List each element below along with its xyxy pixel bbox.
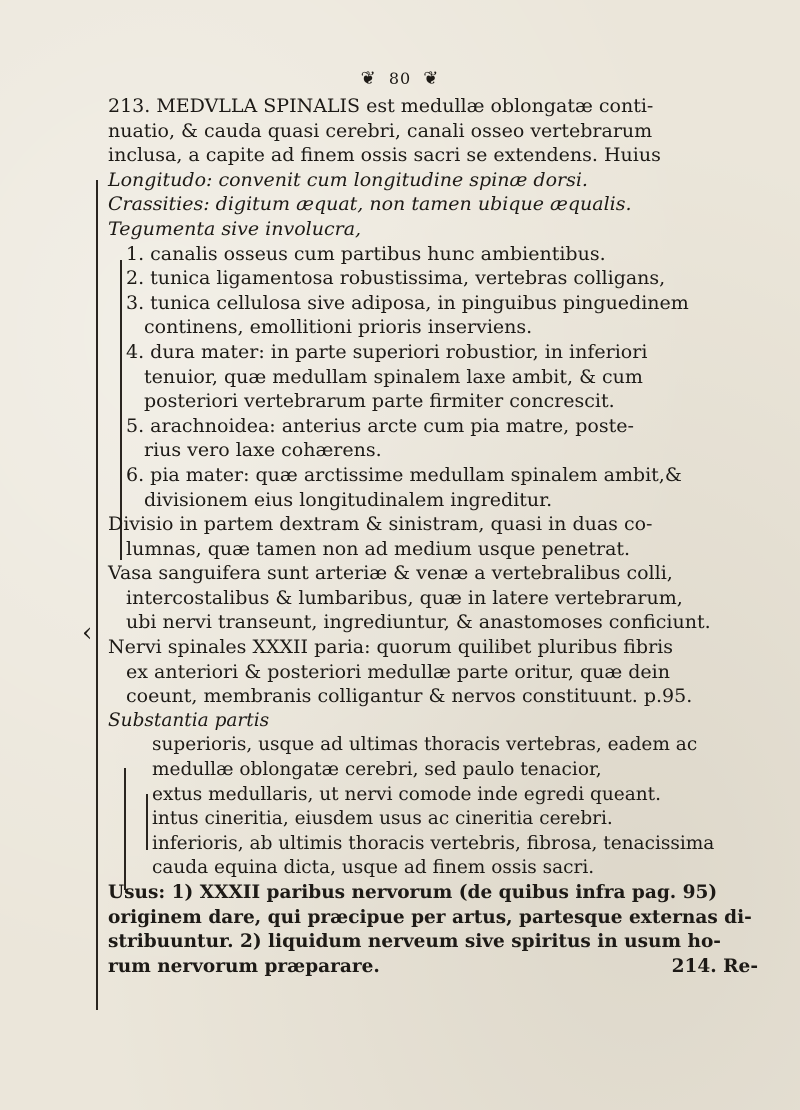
text-line: 6. pia mater: quæ arctissime medullam spinalem ambit,& (126, 463, 682, 486)
text-line: Tegumenta sive involucra, (108, 217, 362, 240)
text-line: 3. tunica cellulosa sive adiposa, in pinguibus pinguedinem (126, 291, 689, 314)
text-line: intus cineritia, eiusdem usus ac cineritia cerebri. (152, 808, 613, 830)
text-line: originem dare, qui præcipue per artus, partesque externas di- (108, 906, 752, 928)
text-line: medullæ oblongatæ cerebri, sed paulo tenacior, (152, 759, 602, 781)
text-line: rius vero laxe cohærens. (144, 439, 382, 462)
text-line: intercostalibus & lumbaribus, quæ in latere vertebrarum, (126, 586, 683, 609)
text-line: ex anteriori & posteriori medullæ parte oritur, quæ dein (126, 660, 670, 683)
text-line: extus medullaris, ut nervi comode inde egredi queant. (152, 783, 661, 805)
text-line: Substantia partis (108, 709, 270, 731)
text-line: 4. dura mater: in parte superiori robustior, in inferiori (126, 340, 648, 363)
text-line: continens, emollitioni prioris inserviens. (144, 316, 533, 339)
text-line: cauda equina dicta, usque ad finem ossis sacri. (152, 857, 595, 879)
text-line: superioris, usque ad ultimas thoracis vertebras, eadem ac (152, 734, 698, 756)
text-line: tenuior, quæ medullam spinalem laxe ambit, & cum (144, 365, 643, 388)
text-line: Crassities: digitum æquat, non tamen ubique æqualis. (108, 193, 632, 216)
text-line: Nervi spinales XXXII paria: quorum quilibet pluribus fibris (108, 636, 674, 659)
text-line: divisionem eius longitudinalem ingreditur. (144, 488, 553, 511)
text-line: Usus: 1) XXXII paribus nervorum (de quibus infra pag. 95) (108, 882, 718, 903)
text-line: posteriori vertebrarum parte firmiter concrescit. (144, 390, 615, 413)
ornament-left-icon: ❦ (360, 68, 377, 89)
catchword: 214. Re- (671, 955, 758, 977)
page-header (0, 68, 800, 89)
text-line-end: rum nervorum præparare. (108, 955, 380, 977)
text-line: Vasa sanguifera sunt arteriæ & venæ a vertebralibus colli, (108, 562, 673, 585)
text-line: lumnas, quæ tamen non ad medium usque penetrat. (126, 537, 631, 560)
text-line: Longitudo: convenit cum longitudine spinæ dorsi. (108, 168, 588, 191)
text-line: inclusa, a capite ad finem ossis sacri se extendens. Huius (108, 144, 661, 167)
text-line: ubi nervi transeunt, ingrediuntur, & anastomoses conficiunt. (126, 611, 711, 634)
text-line: 213. MEDVLLA SPINALIS est medullæ oblongatæ conti- (108, 95, 654, 117)
text-line: 5. arachnoidea: anterius arcte cum pia matre, poste- (126, 414, 634, 437)
text-line: Divisio in partem dextram & sinistram, quasi in duas co- (108, 513, 653, 536)
text-line: coeunt, membranis colligantur & nervos constituunt. p.95. (126, 685, 693, 708)
brace-tip-left: ‹ (82, 618, 93, 648)
page-body (108, 94, 778, 979)
text-line: nuatio, & cauda quasi cerebri, canali osseo vertebrarum (108, 119, 653, 142)
text-line: stribuuntur. 2) liquidum nerveum sive spiritus in usum ho- (108, 931, 721, 953)
text-line (108, 955, 778, 980)
page-number: 80 (388, 69, 412, 88)
text-line: 1. canalis osseus cum partibus hunc ambientibus. (126, 242, 606, 265)
bracket-main (96, 180, 98, 1010)
text-line: 2. tunica ligamentosa robustissima, vertebras colligans, (126, 267, 666, 290)
text-line: inferioris, ab ultimis thoracis vertebris, fibrosa, tenacissima (152, 832, 715, 854)
ornament-right-icon: ❦ (423, 68, 440, 89)
